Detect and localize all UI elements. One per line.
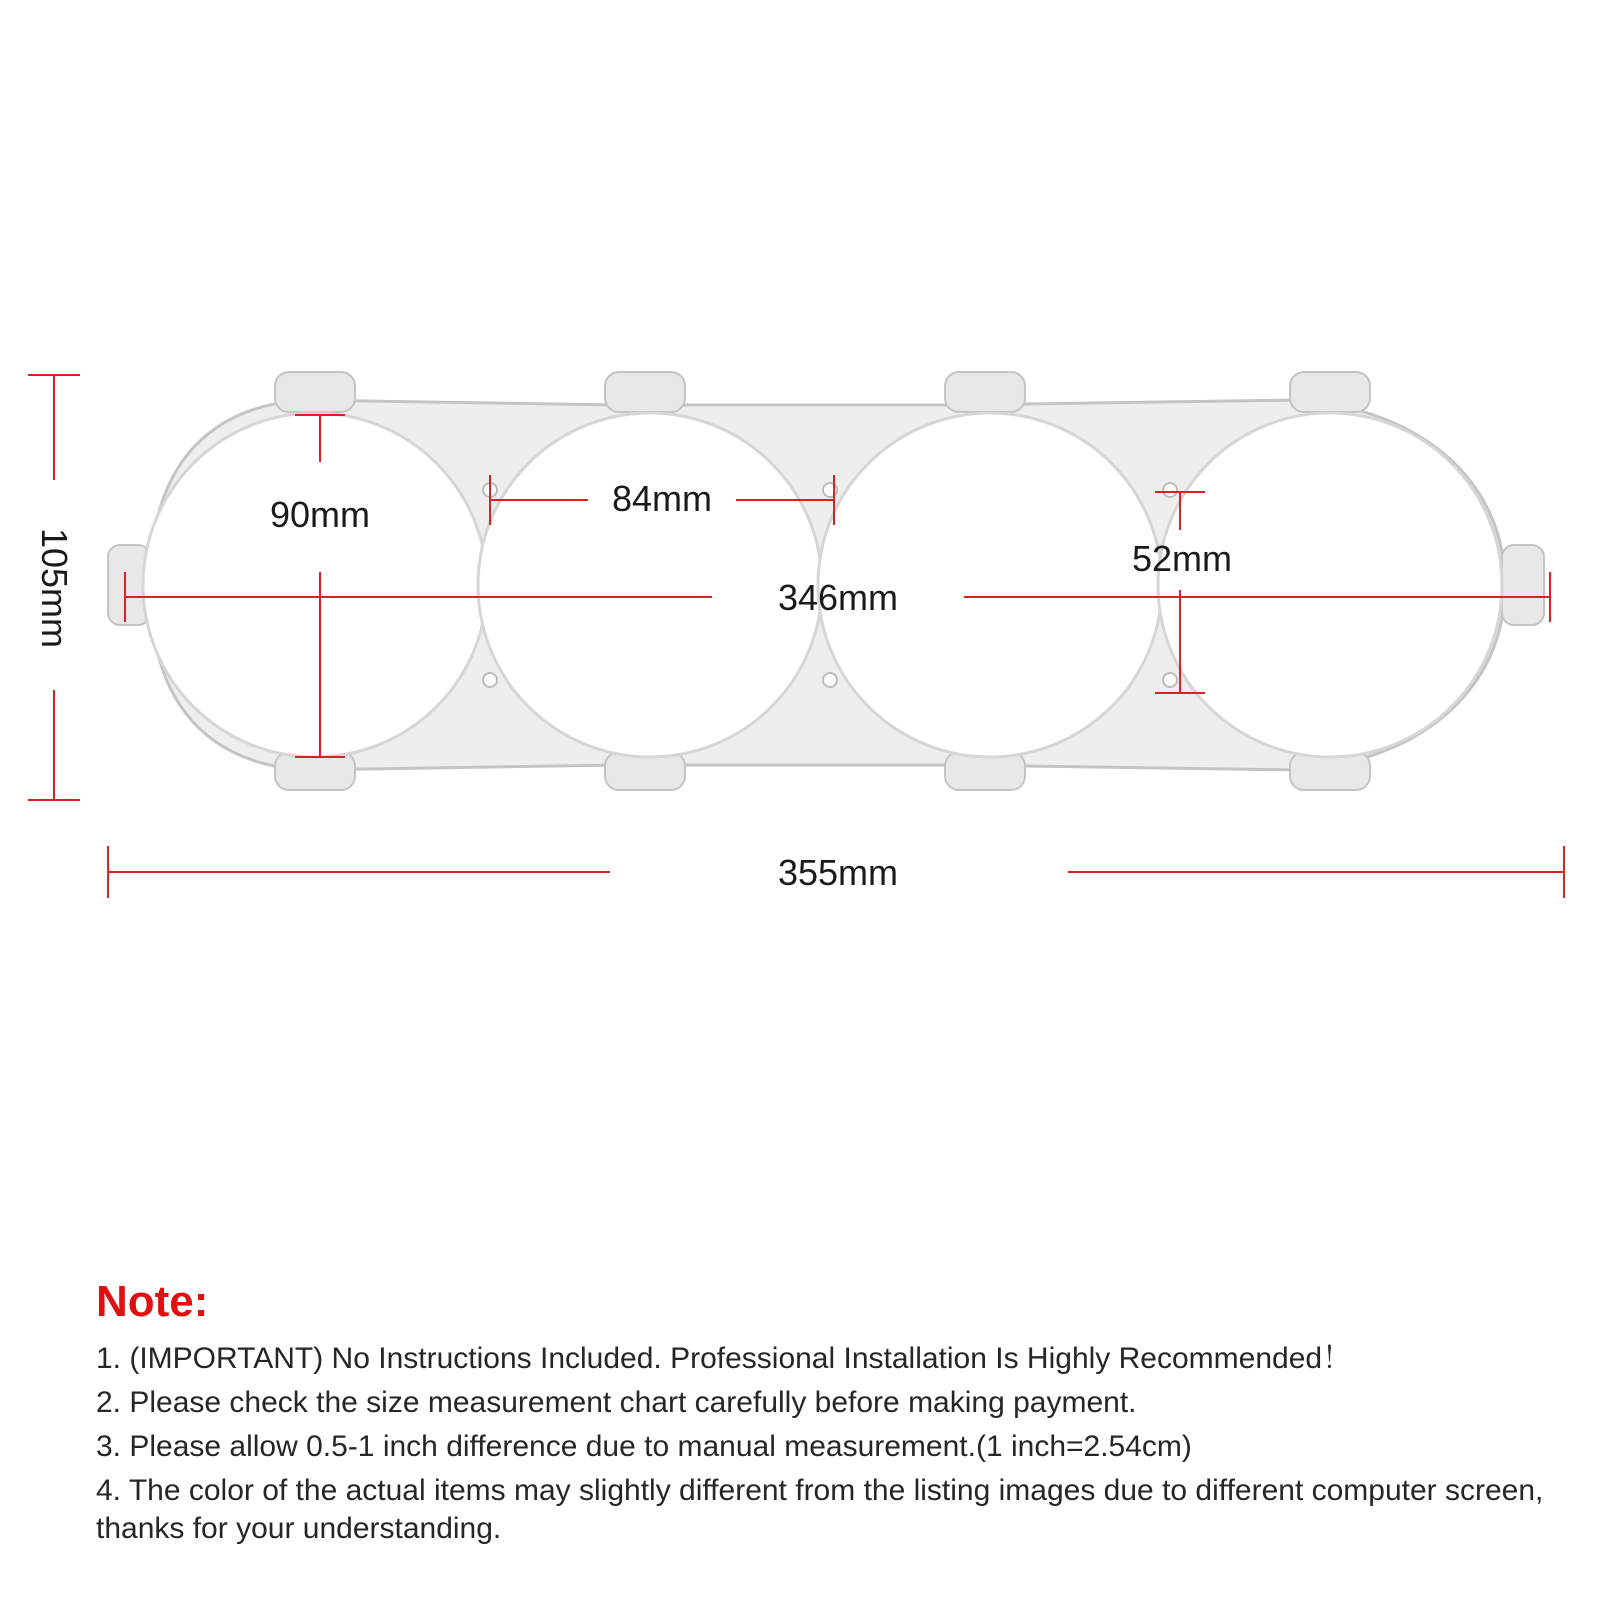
total-height-label: 105mm	[34, 527, 75, 649]
overall-inner-label: 346mm	[777, 577, 899, 618]
note-item-4: 4. The color of the actual items may slightly different from the listing images due to different computer screen, thanks for your understanding.	[96, 1474, 1544, 1546]
total-length-label: 355mm	[777, 852, 899, 893]
note-title: Note:	[96, 1277, 209, 1326]
mount-tab	[275, 372, 355, 412]
screw-hole	[1163, 483, 1177, 497]
mount-tab	[605, 372, 685, 412]
mount-tab	[945, 372, 1025, 412]
note-item-1: 1. (IMPORTANT) No Instructions Included. Professional Installation Is Highly Recommended！	[96, 1342, 1353, 1376]
notes-section	[96, 1278, 1556, 1554]
center-spacing-label: 84mm	[611, 478, 713, 519]
screw-hole	[483, 673, 497, 687]
gap-height-label: 52mm	[1131, 538, 1233, 579]
gauge-hole	[1158, 413, 1502, 757]
mount-tab	[1502, 545, 1544, 625]
note-item-3: 3. Please allow 0.5-1 inch difference due to manual measurement.(1 inch=2.54cm)	[96, 1430, 1192, 1464]
gauge-hole	[143, 413, 487, 757]
note-item-2: 2. Please check the size measurement chart carefully before making payment.	[96, 1386, 1137, 1420]
screw-hole	[1163, 673, 1177, 687]
gauge-hole	[478, 413, 822, 757]
mount-tab	[1290, 372, 1370, 412]
screw-hole	[823, 673, 837, 687]
circle-diameter-label: 90mm	[269, 494, 371, 535]
